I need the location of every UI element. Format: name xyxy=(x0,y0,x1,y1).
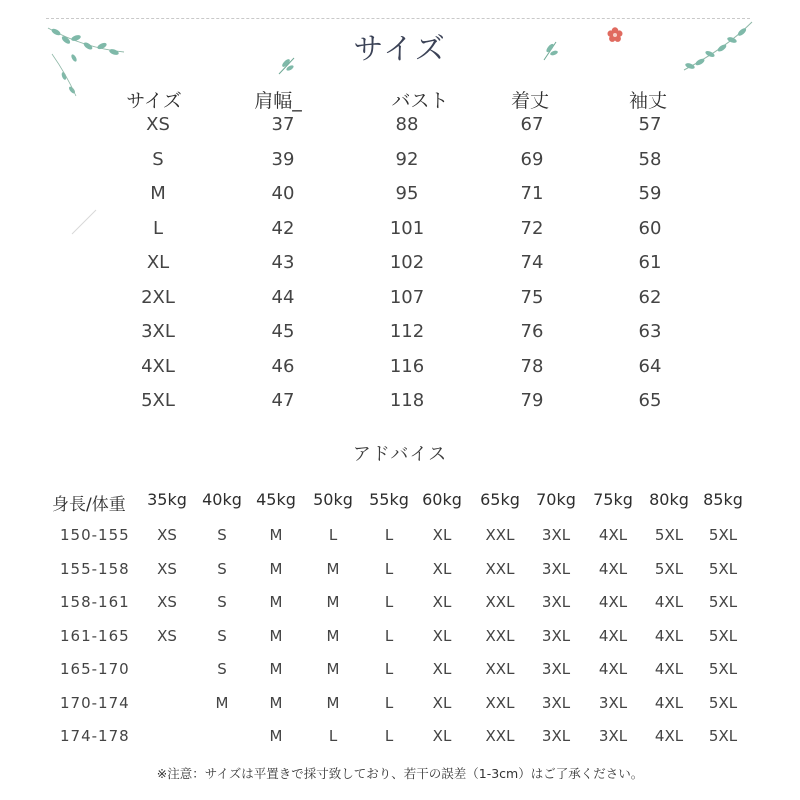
advice-size-cell: XXL xyxy=(485,593,515,611)
advice-weight-header: 45kg xyxy=(256,490,296,509)
size-note: ※注意：サイズは平置きで採寸致しており、若干の誤差（1-3cm）はご了承ください。 xyxy=(156,766,644,781)
advice-size-cell: 4XL xyxy=(598,660,628,678)
advice-size-cell: 5XL xyxy=(654,559,684,578)
advice-size-cell: 3XL xyxy=(598,727,628,745)
size-table-cell: 95 xyxy=(395,183,419,204)
size-table-cell: 65 xyxy=(638,390,662,411)
advice-size-cell: L xyxy=(384,660,394,678)
size-table-cell: 63 xyxy=(638,321,662,342)
advice-size-cell: XS xyxy=(157,593,177,611)
advice-size-cell: 4XL xyxy=(654,727,684,745)
advice-size-cell: 5XL xyxy=(708,526,738,544)
size-table-cell: 88 xyxy=(395,114,419,135)
size-table-cell: 107 xyxy=(389,286,425,308)
size-table-row xyxy=(0,252,800,282)
advice-size-cell: XXL xyxy=(485,693,515,712)
advice-size-cell: 4XL xyxy=(654,660,684,678)
advice-size-cell: 4XL xyxy=(654,693,684,712)
advice-size-cell: L xyxy=(384,626,394,645)
size-table-cell: 3XL xyxy=(141,321,175,342)
advice-size-cell: XS xyxy=(157,526,177,544)
advice-size-cell: M xyxy=(269,626,283,645)
size-table-header xyxy=(0,86,800,116)
advice-size-cell: 4XL xyxy=(598,593,628,611)
size-table-cell: 60 xyxy=(638,217,662,239)
advice-weight-header: 85kg xyxy=(703,490,743,509)
size-table-cell: 75 xyxy=(520,286,544,308)
advice-size-cell: XL xyxy=(432,593,452,611)
advice-size-cell: XL xyxy=(432,626,452,645)
advice-corner-label: 身長/体重 xyxy=(52,495,126,515)
advice-size-cell: 4XL xyxy=(598,559,628,578)
advice-size-cell: 3XL xyxy=(541,526,571,544)
size-table-cell: 42 xyxy=(271,217,295,239)
advice-weight-header: 35kg xyxy=(147,490,187,509)
size-table-cell: 64 xyxy=(638,355,662,377)
advice-size-cell: 4XL xyxy=(654,626,684,645)
advice-size-cell: 5XL xyxy=(708,727,738,745)
advice-size-cell: 3XL xyxy=(541,693,571,712)
advice-size-cell: M xyxy=(269,693,283,712)
advice-size-cell: M xyxy=(269,727,283,745)
advice-size-cell: 3XL xyxy=(541,559,571,578)
size-table-cell: 67 xyxy=(520,114,544,135)
advice-size-cell: S xyxy=(217,626,227,645)
advice-size-cell: M xyxy=(269,559,283,578)
advice-size-cell: 5XL xyxy=(708,626,738,645)
advice-size-cell: XXL xyxy=(485,559,515,578)
advice-size-cell: S xyxy=(217,526,227,544)
advice-size-cell: 4XL xyxy=(654,593,684,611)
advice-size-cell: 5XL xyxy=(708,660,738,678)
advice-size-cell: L xyxy=(384,727,394,745)
advice-weight-header: 65kg xyxy=(480,490,520,509)
advice-size-cell: M xyxy=(326,559,340,578)
advice-weight-header: 55kg xyxy=(369,490,409,509)
size-table-cell: 112 xyxy=(389,321,425,342)
height-range: 155-158 xyxy=(60,559,130,578)
header-length: 着丈 xyxy=(510,90,549,112)
height-range: 161-165 xyxy=(60,626,130,645)
size-table-cell: 78 xyxy=(520,355,544,377)
height-range: 174-178 xyxy=(60,727,130,745)
advice-weight-header: 70kg xyxy=(536,490,576,509)
advice-size-cell: M xyxy=(269,593,283,611)
advice-size-cell: XXL xyxy=(485,626,515,645)
size-table-cell: M xyxy=(150,183,166,204)
advice-size-cell: XXL xyxy=(485,660,515,678)
advice-size-cell: M xyxy=(326,660,340,678)
size-table-cell: 45 xyxy=(271,321,295,342)
advice-table-row xyxy=(0,526,800,552)
advice-size-cell: L xyxy=(328,727,338,745)
size-table-row xyxy=(0,114,800,144)
advice-size-cell: 3XL xyxy=(541,660,571,678)
advice-weight-header: 60kg xyxy=(422,490,462,509)
advice-table-row xyxy=(0,627,800,653)
header-shoulder: 肩幅_ xyxy=(254,90,302,112)
size-table-cell: 79 xyxy=(520,390,544,411)
header-bust: バスト xyxy=(391,90,449,112)
size-table-cell: 5XL xyxy=(141,390,175,411)
size-table-cell: 118 xyxy=(389,390,425,411)
size-table-cell: 71 xyxy=(520,183,544,204)
advice-weight-header: 75kg xyxy=(593,490,633,509)
size-table-row xyxy=(0,287,800,317)
advice-size-cell: M xyxy=(326,626,340,645)
advice-weight-header: 40kg xyxy=(202,490,242,509)
size-table-cell: 44 xyxy=(271,286,295,308)
size-table-cell: 40 xyxy=(271,183,295,204)
advice-size-cell: S xyxy=(217,593,227,611)
height-range: 170-174 xyxy=(60,693,130,712)
size-table-cell: 4XL xyxy=(141,355,175,377)
size-table-cell: 58 xyxy=(638,148,662,170)
advice-size-cell: 5XL xyxy=(708,593,738,611)
advice-size-cell: XXL xyxy=(485,727,515,745)
page-title: サイズ xyxy=(353,32,447,67)
advice-table-header xyxy=(0,490,800,516)
advice-size-cell: 4XL xyxy=(598,526,628,544)
advice-size-cell: L xyxy=(384,559,394,578)
advice-size-cell: XL xyxy=(432,693,452,712)
size-table-cell: 43 xyxy=(271,252,295,273)
size-table-cell: 102 xyxy=(389,252,425,273)
advice-table-row xyxy=(0,560,800,586)
height-range: 165-170 xyxy=(60,660,130,678)
advice-size-cell: M xyxy=(326,693,340,712)
advice-size-cell: 3XL xyxy=(598,693,628,712)
size-table-row xyxy=(0,183,800,213)
header-size: サイズ xyxy=(126,90,182,112)
advice-size-cell: L xyxy=(384,593,394,611)
size-table-cell: L xyxy=(152,217,164,239)
size-table-cell: XL xyxy=(146,252,170,273)
advice-size-cell: L xyxy=(328,526,338,544)
advice-table-row xyxy=(0,727,800,753)
advice-size-cell: 3XL xyxy=(541,626,571,645)
advice-size-cell: 3XL xyxy=(541,727,571,745)
advice-title: アドバイス xyxy=(352,444,448,465)
size-table-cell: 2XL xyxy=(141,286,175,308)
advice-size-cell: S xyxy=(217,559,227,578)
size-table-cell: S xyxy=(152,148,164,170)
advice-table-row xyxy=(0,593,800,619)
advice-size-cell: XS xyxy=(157,626,177,645)
advice-weight-header: 50kg xyxy=(313,490,353,509)
advice-size-cell: 4XL xyxy=(598,626,628,645)
size-table-cell: 39 xyxy=(271,148,295,170)
top-dashed-border xyxy=(46,18,750,19)
advice-size-cell: XL xyxy=(432,526,452,544)
advice-size-cell: XS xyxy=(157,559,177,578)
advice-size-cell: L xyxy=(384,693,394,712)
size-table-cell: 59 xyxy=(638,183,662,204)
advice-size-cell: S xyxy=(217,660,227,678)
advice-size-cell: M xyxy=(215,693,229,712)
size-table-cell: 116 xyxy=(389,355,425,377)
size-table-row xyxy=(0,218,800,248)
size-table-cell: 76 xyxy=(520,321,544,342)
size-table-cell: 69 xyxy=(520,148,544,170)
size-table-cell: 37 xyxy=(271,114,295,135)
advice-size-cell: 5XL xyxy=(708,693,738,712)
size-table-cell: 62 xyxy=(638,286,662,308)
advice-size-cell: XL xyxy=(432,727,452,745)
size-table-cell: 57 xyxy=(638,114,662,135)
advice-size-cell: M xyxy=(326,593,340,611)
advice-size-cell: XL xyxy=(432,660,452,678)
advice-size-cell: 3XL xyxy=(541,593,571,611)
advice-size-cell: 5XL xyxy=(708,559,738,578)
size-table-cell: XS xyxy=(146,114,170,135)
size-table-cell: 74 xyxy=(520,252,544,273)
size-table-cell: 61 xyxy=(638,252,662,273)
advice-size-cell: 5XL xyxy=(654,526,684,544)
size-table-cell: 101 xyxy=(389,217,425,239)
size-table-row xyxy=(0,149,800,179)
advice-size-cell: XXL xyxy=(485,526,515,544)
size-table-row xyxy=(0,390,800,420)
advice-size-cell: M xyxy=(269,660,283,678)
size-table-cell: 92 xyxy=(395,148,419,170)
advice-table-row xyxy=(0,660,800,686)
height-range: 150-155 xyxy=(60,526,130,544)
header-sleeve: 袖丈 xyxy=(628,90,667,112)
size-table-cell: 46 xyxy=(271,355,295,377)
height-range: 158-161 xyxy=(60,593,130,611)
advice-size-cell: XL xyxy=(432,559,452,578)
advice-table-row xyxy=(0,694,800,720)
size-table-row xyxy=(0,321,800,351)
size-table-row xyxy=(0,356,800,386)
size-table-cell: 47 xyxy=(271,390,295,411)
size-table-cell: 72 xyxy=(520,217,544,239)
advice-weight-header: 80kg xyxy=(649,490,689,509)
advice-size-cell: M xyxy=(269,526,283,544)
advice-size-cell: L xyxy=(384,526,394,544)
